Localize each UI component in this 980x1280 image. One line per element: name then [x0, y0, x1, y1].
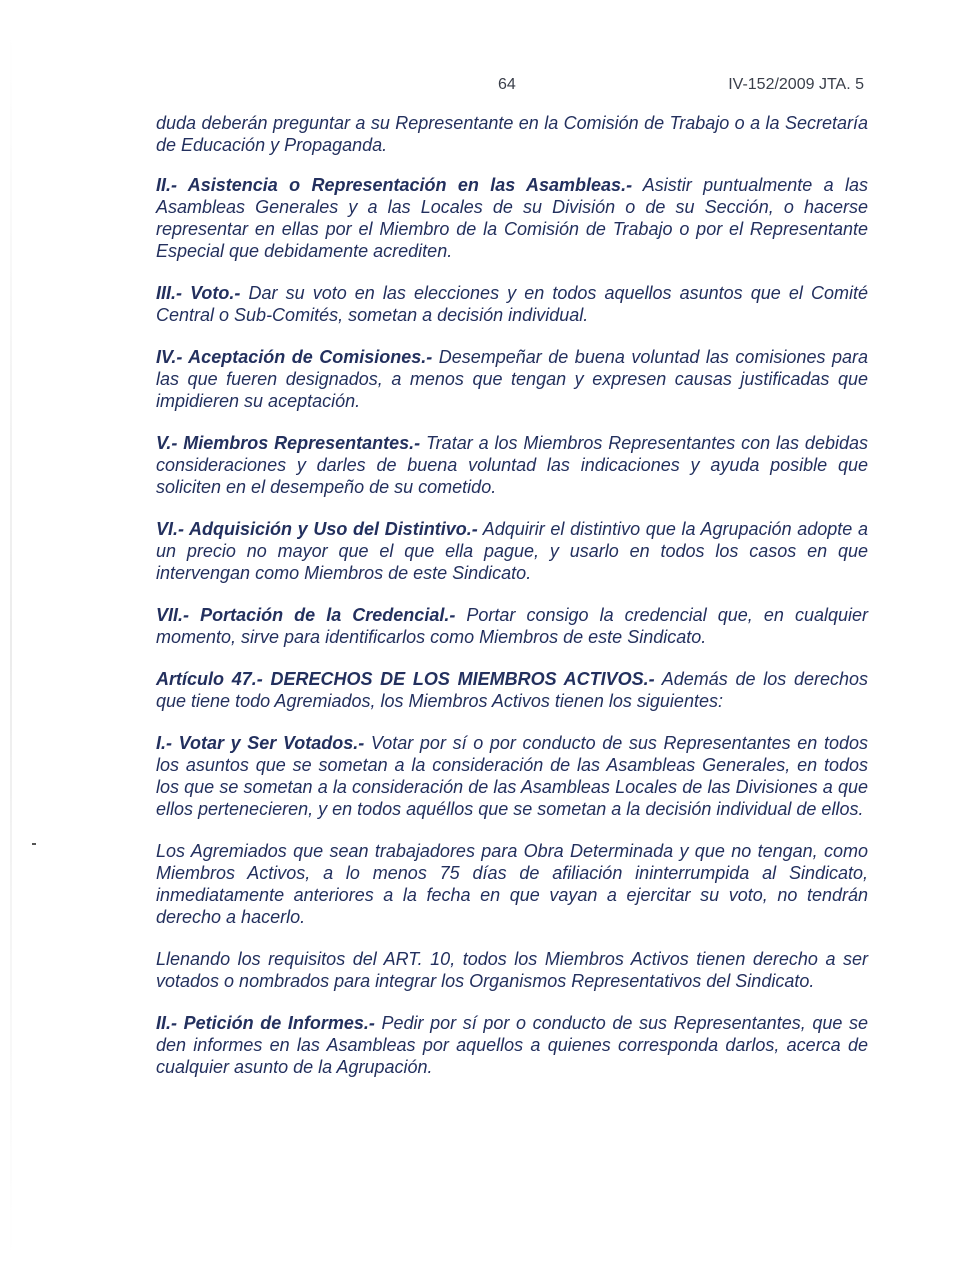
section-heading: VI.- Adquisición y Uso del Distintivo.-	[156, 519, 478, 539]
article-heading: Artículo 47.- DERECHOS DE LOS MIEMBROS ACTIVOS.-	[156, 669, 655, 689]
paragraph-text: Pedir por sí por o conducto de sus Representantes, que se den informes en las Asambleas por aquellos a quienes corresponda darlos, acerca de cualquier asunto de la Agrupación.	[156, 1013, 868, 1077]
paragraph-text: Además de los derechos que tiene todo Agremiados, los Miembros Activos tienen los siguientes:	[156, 669, 868, 711]
paragraph-continuation	[156, 112, 868, 156]
paragraph-text: Adquirir el distintivo que la Agrupación adopte a un precio no mayor que el que ella pague, y usarlo en todos los casos en que intervengan como Miembros de este Sindicato.	[156, 519, 868, 583]
paragraph-voto	[156, 282, 868, 326]
paragraph-votar	[156, 732, 868, 820]
section-heading: IV.- Aceptación de Comisiones.-	[156, 347, 433, 367]
paragraph-text: duda deberán preguntar a su Representante en la Comisión de Trabajo o a la Secretaría de Educación y Propaganda.	[156, 113, 868, 155]
section-heading: VII.- Portación de la Credencial.-	[156, 605, 456, 625]
paragraph-credencial	[156, 604, 868, 648]
section-heading: II.- Petición de Informes.-	[156, 1013, 375, 1033]
paragraph-text: Dar su voto en las elecciones y en todos aquellos asuntos que el Comité Central o Sub-Comités, sometan a decisión individual.	[156, 283, 868, 325]
paragraph-text: Tratar a los Miembros Representantes con las debidas consideraciones y darles de buena voluntad las indicaciones y ayuda posible que soliciten en el desempeño de su cometido.	[156, 433, 868, 497]
page-number: 64	[498, 76, 516, 93]
section-heading: V.- Miembros Representantes.-	[156, 433, 421, 453]
paragraph-text: Portar consigo la credencial que, en cualquier momento, sirve para identificarlos como Miembros de este Sindicato.	[156, 605, 868, 647]
paragraph-requisitos	[156, 948, 868, 992]
paragraph-obra-determinada	[156, 840, 868, 928]
paragraph-asistencia	[156, 174, 868, 262]
section-heading: II.- Asistencia o Representación en las Asambleas.-	[156, 175, 633, 195]
section-heading: I.- Votar y Ser Votados.-	[156, 733, 365, 753]
paragraph-articulo-47	[156, 668, 868, 712]
paragraph-text: Votar por sí o por conducto de sus Representantes en todos los asuntos que se sometan a la consideración de las Asambleas Generales, en todos los que se sometan a la consideración de las Asambleas Locales de las Divisiones a que ellos pertenecieren, y en todos aquéllos que se sometan a la decisión individual de ellos.	[156, 733, 868, 819]
paragraph-informes	[156, 1012, 868, 1078]
paragraph-text: Asistir puntualmente a las Asambleas Generales y a las Locales de su División o de su Sección, o hacerse representar en ellas por el Miembro de la Comisión de Trabajo o por el Representante Especial que debidamente acrediten.	[156, 175, 869, 261]
paragraph-representantes	[156, 432, 868, 498]
document-body	[156, 112, 868, 1098]
stray-mark	[32, 843, 36, 845]
section-heading: III.- Voto.-	[156, 283, 241, 303]
paragraph-text: Los Agremiados que sean trabajadores para Obra Determinada y que no tengan, como Miembros Activos, a lo menos 75 días de afiliación ininterrumpida al Sindicato, inmediatamente anteriores a la fecha en que vayan a ejercitar su voto, no tendrán derecho a hacerlo.	[156, 841, 868, 927]
paragraph-text: Desempeñar de buena voluntad las comisiones para las que fueren designados, a menos que tengan y expresen causas justificadas que impidieren su aceptación.	[156, 347, 868, 411]
scan-edge	[10, 30, 12, 1260]
paragraph-text: Llenando los requisitos del ART. 10, todos los Miembros Activos tienen derecho a ser votados o nombrados para integrar los Organismos Representativos del Sindicato.	[156, 949, 868, 991]
page-header	[0, 76, 980, 96]
document-reference: IV-152/2009 JTA. 5	[728, 76, 864, 93]
paragraph-distintivo	[156, 518, 868, 584]
paragraph-comisiones	[156, 346, 868, 412]
